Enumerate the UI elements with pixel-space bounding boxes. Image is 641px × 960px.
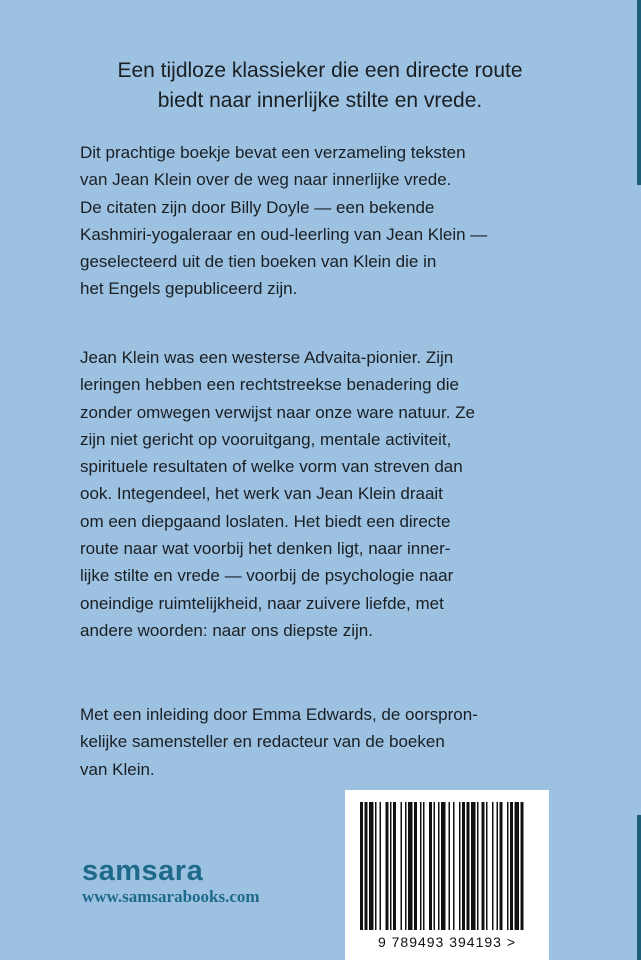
barcode-bar: [492, 802, 494, 930]
isbn-number: 9 789493 394193 >: [377, 934, 517, 950]
tagline: [70, 56, 570, 116]
barcode-bar: [477, 802, 479, 930]
text-line: spirituele resultaten of welke vorm van streven dan: [80, 457, 463, 477]
paragraph-body: [80, 344, 600, 644]
paragraph-intro: [80, 139, 600, 303]
edge-bar-top: [637, 0, 641, 185]
text-line: Dit prachtige boekje bevat een verzameling teksten: [80, 143, 466, 162]
text-line: De citaten zijn door Billy Doyle — een bekende: [80, 197, 435, 217]
text-line: geselecteerd uit de tien boeken van Klein die in: [80, 252, 437, 272]
text-line: zijn niet gericht op vooruitgang, mentale activiteit,: [80, 429, 452, 449]
barcode-bar: [375, 802, 377, 930]
publisher-website: www.samsarabooks.com: [82, 887, 260, 906]
barcode-bar: [434, 802, 436, 930]
barcode-bar: [429, 802, 432, 930]
barcode-bar: [393, 802, 396, 930]
barcode: [345, 790, 549, 960]
barcode-bar: [405, 802, 407, 930]
barcode-bar: [515, 802, 520, 930]
barcode-bar: [449, 802, 451, 930]
barcode-bar: [471, 802, 476, 930]
barcode-bar: [453, 802, 455, 930]
paragraph-credits: [80, 701, 600, 783]
edge-bar-bottom: [637, 815, 641, 960]
barcode-bar: [414, 802, 417, 930]
barcode-bar: [467, 802, 470, 930]
barcode-bar: [365, 802, 368, 930]
barcode-bar: [360, 802, 363, 930]
text-line: van Jean Klein over de weg naar innerlijke vrede.: [80, 170, 452, 190]
barcode-bar: [462, 802, 465, 930]
barcode-bar: [390, 802, 392, 930]
text-line: leringen hebben een rechtstreekse benadering die: [80, 375, 459, 395]
barcode-bar: [438, 802, 440, 930]
text-line: route naar wat voorbij het denken ligt, naar inner-: [80, 539, 451, 559]
publisher-logo: samsara: [82, 855, 204, 887]
publisher-block: [82, 855, 260, 907]
text-line: het Engels gepubliceerd zijn.: [80, 279, 298, 299]
barcode-bar: [386, 802, 389, 930]
barcode-bar: [459, 802, 461, 930]
barcode-bar: [500, 802, 503, 930]
barcode-bar: [497, 802, 499, 930]
barcode-bar: [369, 802, 374, 930]
text-line: lijke stilte en vrede — voorbij de psychologie naar: [80, 566, 454, 586]
text-line: om een diepgaand loslaten. Het biedt een directe: [80, 511, 451, 531]
barcode-bar: [401, 802, 403, 930]
text-line: ook. Integendeel, het werk van Jean Klein draait: [80, 484, 443, 504]
barcode-bar: [507, 802, 509, 930]
text-line: andere woorden: naar ons diepste zijn.: [80, 620, 373, 640]
barcode-bar: [441, 802, 446, 930]
barcode-bar: [510, 802, 513, 930]
barcode-bar: [420, 802, 422, 930]
barcode-bar: [482, 802, 485, 930]
barcode-bar: [408, 802, 413, 930]
text-line: Met een inleiding door Emma Edwards, de oorspron-: [80, 705, 478, 724]
text-line: oneindige ruimtelijkheid, naar zuivere liefde, met: [80, 593, 444, 613]
barcode-bar: [486, 802, 488, 930]
barcode-bar: [380, 802, 382, 930]
tagline-line: biedt naar innerlijke stilte en vrede.: [157, 89, 483, 112]
text-line: Jean Klein was een westerse Advaita-pionier. Zijn: [80, 348, 454, 367]
text-line: kelijke samensteller en redacteur van de boeken: [80, 732, 445, 752]
barcode-bar: [423, 802, 425, 930]
tagline-line: Een tijdloze klassieker die een directe route: [117, 59, 523, 82]
text-line: zonder omwegen verwijst naar onze ware natuur. Ze: [80, 402, 475, 422]
barcode-bar: [521, 802, 524, 930]
text-line: Kashmiri-yogaleraar en oud-leerling van Jean Klein —: [80, 224, 488, 244]
text-line: van Klein.: [80, 759, 155, 779]
